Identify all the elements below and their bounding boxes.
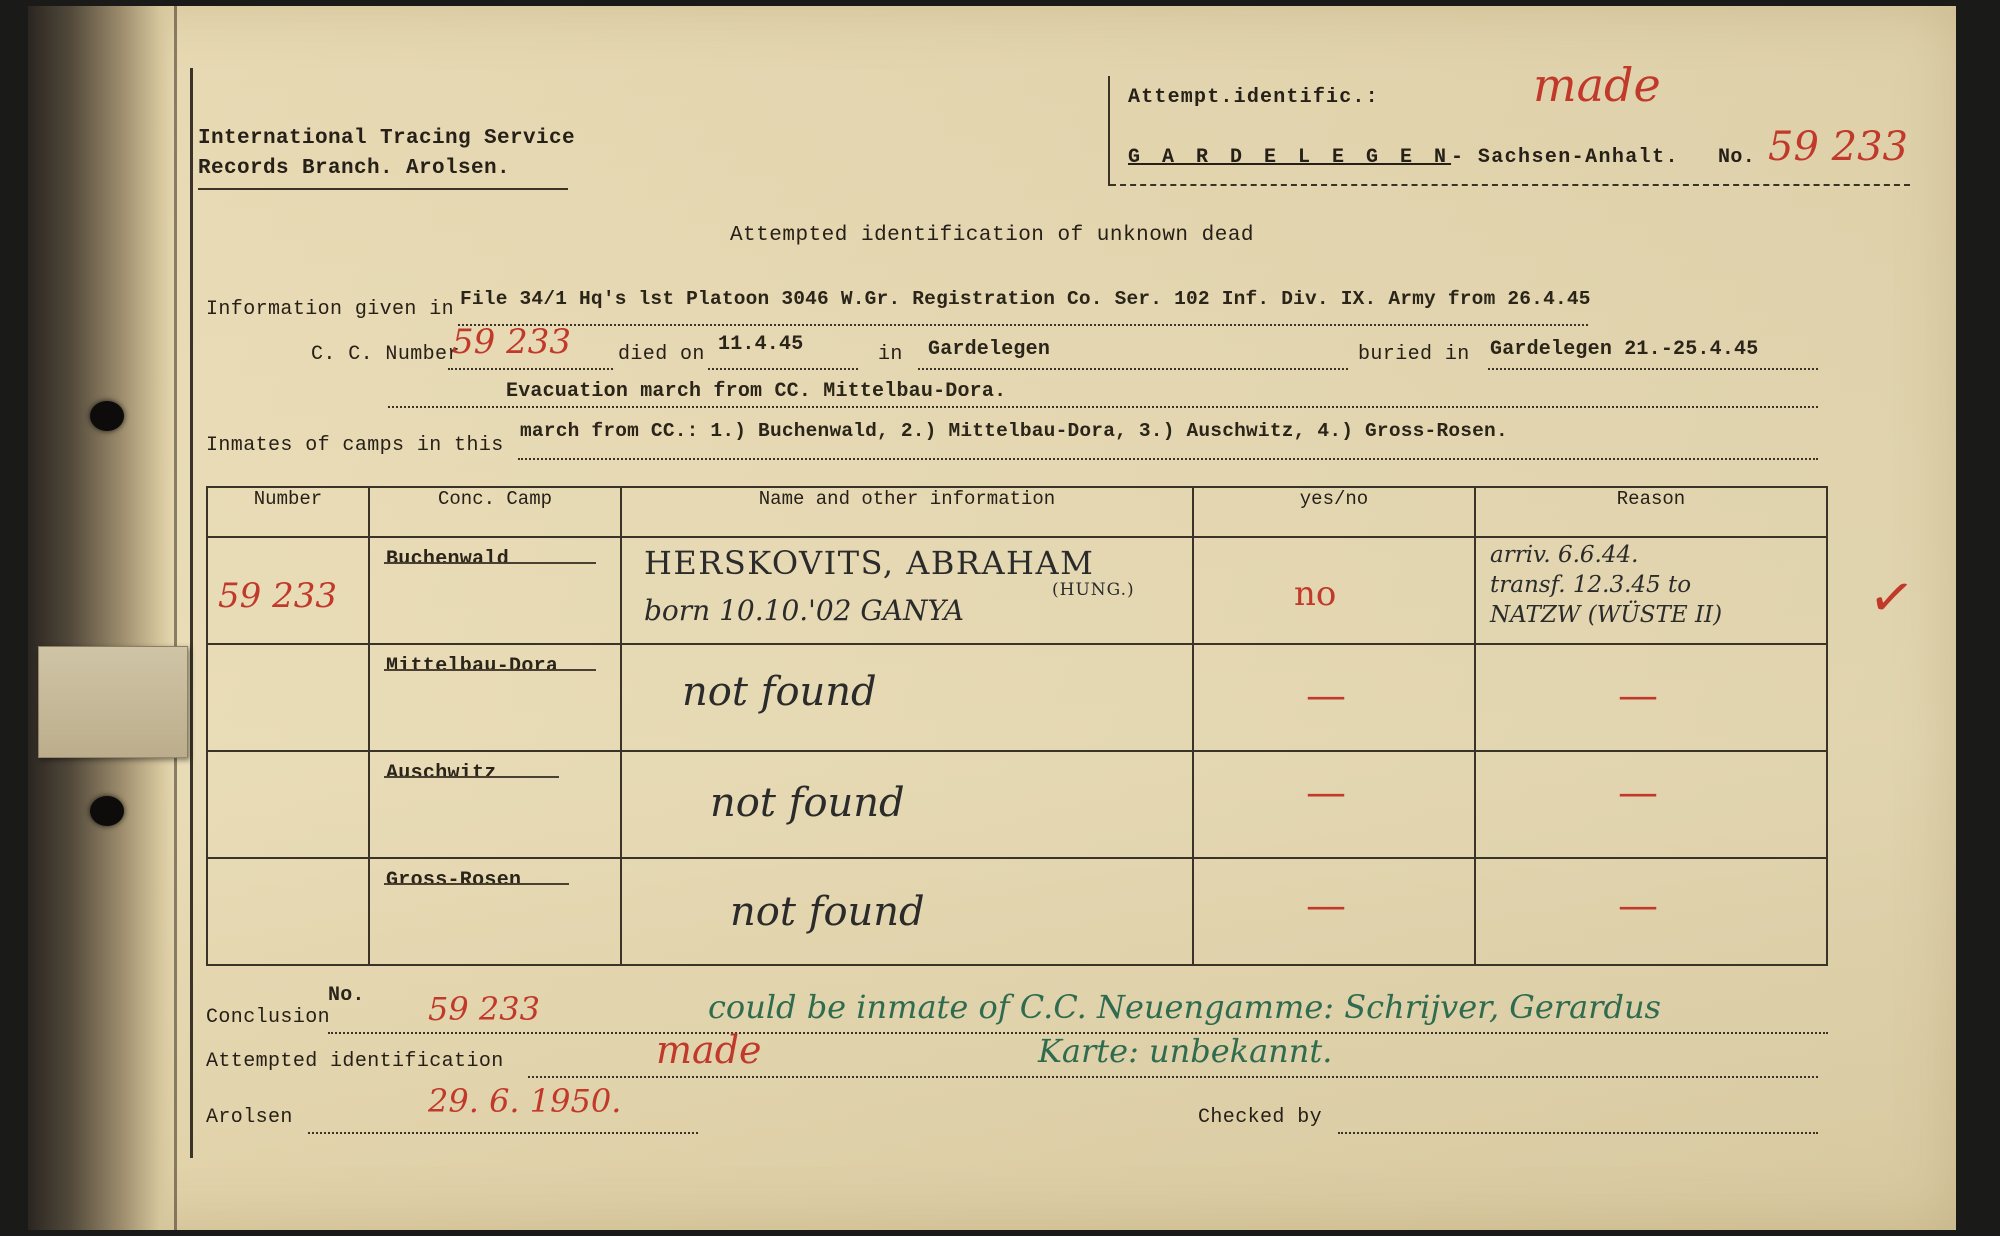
camp-strikethrough bbox=[384, 776, 559, 778]
binder-hole-top bbox=[90, 401, 124, 431]
inmates-dots bbox=[518, 458, 1818, 460]
prisoner-nationality: (HUNG.) bbox=[1052, 580, 1135, 600]
cell-camp bbox=[369, 537, 621, 644]
conclusion-number-value: 59 233 bbox=[428, 990, 540, 1028]
place-name bbox=[1128, 146, 1679, 169]
edge-label-patch bbox=[38, 646, 188, 758]
yesno-value: — bbox=[1306, 883, 1346, 929]
row-number-value: 59 233 bbox=[218, 576, 337, 616]
place-region-text: - Sachsen-Anhalt. bbox=[1451, 146, 1679, 169]
organisation-header bbox=[198, 124, 575, 190]
inmates-value: march from CC.: 1.) Buchenwald, 2.) Mittelbau-Dora, 3.) Auschwitz, 4.) Gross-Rosen. bbox=[520, 420, 1508, 442]
conclusion-text: could be inmate of C.C. Neuengamme: Schrijver, Gerardus bbox=[708, 988, 1661, 1026]
died-on-value: 11.4.45 bbox=[718, 333, 804, 356]
org-line-2: Records Branch. Arolsen. bbox=[198, 157, 511, 180]
reason-line-1: — bbox=[1618, 770, 1658, 816]
cell-yesno bbox=[1193, 644, 1475, 751]
cc-number-label: C. C. Number bbox=[311, 343, 460, 366]
cc-number-value: 59 233 bbox=[452, 322, 571, 362]
reason-line-1: arriv. 6.6.44. bbox=[1490, 542, 1639, 568]
binder-hole-bottom bbox=[90, 796, 124, 826]
card-number-value: 59 233 bbox=[1768, 124, 1908, 170]
prisoner-name: HERSKOVITS, ABRAHAM bbox=[644, 544, 1095, 582]
reason-line-3: NATZW (WÜSTE II) bbox=[1490, 602, 1723, 628]
information-given-label: Information given in bbox=[206, 298, 455, 321]
attempted-identification-dots bbox=[528, 1076, 1818, 1078]
attempted-identification-note: Karte: unbekannt. bbox=[1038, 1032, 1333, 1070]
cell-number bbox=[207, 644, 369, 751]
cell-yesno bbox=[1193, 858, 1475, 965]
buried-in-dots bbox=[1488, 368, 1818, 370]
page-title: Attempted identification of unknown dead bbox=[729, 224, 1255, 247]
checked-by-dots bbox=[1338, 1132, 1818, 1134]
reason-line-2: transf. 12.3.45 to bbox=[1490, 572, 1692, 598]
information-given-value: File 34/1 Hq's lst Platoon 3046 W.Gr. Registration Co. Ser. 102 Inf. Div. IX. Army from 26.4.45 bbox=[460, 288, 1591, 310]
camp-strikethrough bbox=[384, 669, 596, 671]
camp-name: Gross-Rosen bbox=[386, 869, 522, 892]
col-header-reason: Reason bbox=[1475, 487, 1827, 537]
died-on-dots bbox=[708, 368, 858, 370]
inmates-label: Inmates of camps in this bbox=[206, 434, 504, 457]
verification-checkmark: ✓ bbox=[1864, 563, 1919, 632]
reason-line-1: — bbox=[1618, 883, 1658, 929]
cell-reason bbox=[1475, 858, 1827, 965]
scan-gutter bbox=[28, 6, 178, 1230]
died-on-label: died on bbox=[618, 343, 705, 366]
table-row bbox=[207, 751, 1827, 858]
cell-camp bbox=[369, 751, 621, 858]
cell-yesno bbox=[1193, 751, 1475, 858]
arolsen-label: Arolsen bbox=[206, 1106, 293, 1129]
table-row bbox=[207, 537, 1827, 644]
cell-reason bbox=[1475, 537, 1827, 644]
cell-name bbox=[621, 644, 1193, 751]
yesno-value: — bbox=[1306, 770, 1346, 816]
attempt-box-dashed-rule bbox=[1110, 184, 1910, 186]
camp-name: Mittelbau-Dora bbox=[386, 655, 559, 678]
table-row bbox=[207, 858, 1827, 965]
died-in-value: Gardelegen bbox=[928, 338, 1051, 361]
place-name-text: G A R D E L E G E N bbox=[1128, 146, 1452, 169]
cell-camp bbox=[369, 644, 621, 751]
attempted-identification-label: Attempted identification bbox=[206, 1050, 504, 1073]
reason-line-1: — bbox=[1618, 673, 1658, 719]
not-found-note: not found bbox=[730, 889, 925, 935]
arolsen-dots bbox=[308, 1132, 698, 1134]
attempted-identification-value: made bbox=[656, 1028, 762, 1072]
conclusion-label: Conclusion bbox=[206, 1006, 331, 1029]
died-in-dots bbox=[918, 368, 1348, 370]
not-found-note: not found bbox=[682, 669, 877, 715]
cell-camp bbox=[369, 858, 621, 965]
cell-reason bbox=[1475, 751, 1827, 858]
camp-name: Buchenwald bbox=[386, 548, 510, 571]
attempt-identific-label: Attempt.identific.: bbox=[1128, 86, 1379, 109]
scan-gutter-edge bbox=[174, 6, 177, 1230]
evacuation-note: Evacuation march from CC. Mittelbau-Dora. bbox=[506, 380, 1007, 403]
camp-name: Auschwitz bbox=[386, 762, 497, 785]
card-number-label: No. bbox=[1718, 146, 1756, 169]
conclusion-number-label: No. bbox=[328, 984, 365, 1007]
identification-table bbox=[206, 486, 1828, 966]
yesno-value: no bbox=[1294, 574, 1337, 614]
died-in-label: in bbox=[878, 343, 903, 366]
camp-strikethrough bbox=[384, 562, 596, 564]
checked-by-label: Checked by bbox=[1198, 1106, 1323, 1129]
cell-number bbox=[207, 751, 369, 858]
not-found-note: not found bbox=[710, 780, 905, 826]
buried-in-value: Gardelegen 21.-25.4.45 bbox=[1490, 338, 1759, 361]
cell-reason bbox=[1475, 644, 1827, 751]
camp-strikethrough bbox=[384, 883, 569, 885]
cell-number bbox=[207, 537, 369, 644]
col-header-number: Number bbox=[207, 487, 369, 537]
buried-in-label: buried in bbox=[1358, 343, 1470, 366]
org-line-1: International Tracing Service bbox=[198, 127, 576, 150]
cell-number bbox=[207, 858, 369, 965]
cell-name bbox=[621, 858, 1193, 965]
cell-name bbox=[621, 537, 1193, 644]
cell-yesno bbox=[1193, 537, 1475, 644]
attempt-identific-value: made bbox=[1533, 58, 1661, 112]
cell-name bbox=[621, 751, 1193, 858]
table-row bbox=[207, 644, 1827, 751]
col-header-camp: Conc. Camp bbox=[369, 487, 621, 537]
table-header-row bbox=[207, 487, 1827, 537]
cc-number-dots bbox=[448, 368, 613, 370]
arolsen-date: 29. 6. 1950. bbox=[428, 1082, 622, 1120]
information-given-dots bbox=[458, 324, 1588, 326]
col-header-yesno: yes/no bbox=[1193, 487, 1475, 537]
evacuation-note-dots bbox=[388, 406, 1818, 408]
yesno-value: — bbox=[1306, 673, 1346, 719]
prisoner-birth: born 10.10.'02 GANYA bbox=[644, 594, 965, 627]
org-underline bbox=[198, 188, 568, 190]
scanned-card bbox=[28, 6, 1956, 1230]
col-header-name: Name and other information bbox=[621, 487, 1193, 537]
